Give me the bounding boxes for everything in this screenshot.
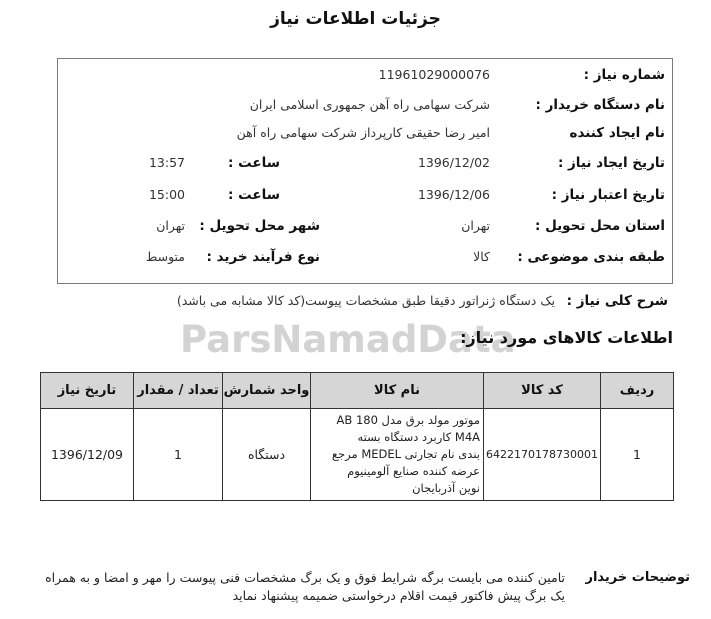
detail-row-buyer-org <box>58 95 672 115</box>
page-title: جزئیات اطلاعات نیاز <box>270 9 441 29</box>
cell-name: موتور مولد برق مدل AB 180 M4A کاربرد دستگاه بسته بندی نام تجارتی MEDEL مرجع عرضه کننده صنایع آلومینیوم نوین آذربایجان <box>311 409 484 501</box>
cell-quantity: 1 <box>134 409 223 501</box>
description-label: شرح کلی نیاز : <box>566 293 668 309</box>
cell-date: 1396/12/09 <box>41 409 134 501</box>
creation-time-label: ساعت : <box>228 155 280 171</box>
purchase-process-label: نوع فرآیند خرید : <box>206 249 320 265</box>
watermark-text: ParsNamadData <box>180 318 516 361</box>
creation-date-label: تاریخ ایجاد نیاز : <box>557 155 665 171</box>
validity-time-label: ساعت : <box>228 187 280 203</box>
request-number-value: 11961029000076 <box>378 67 490 82</box>
delivery-city-value: تهران <box>156 218 185 233</box>
column-header-index: ردیف <box>601 373 674 409</box>
buyer-notes-text: تامین کننده می بایست برگه شرایط فوق و یک برگ مشخصات فنی پیوست را مهر و امضا و به همراه یک برگ پیش فاکتور قیمت اقلام درخواستی ضمیمه پیشنهاد نماید <box>45 570 565 603</box>
column-header-unit: واحد شمارش <box>223 373 311 409</box>
creation-time-value: 13:57 <box>148 155 185 170</box>
column-header-quantity: تعداد / مقدار <box>134 373 223 409</box>
items-table <box>40 372 674 501</box>
column-header-name: نام کالا <box>311 373 484 409</box>
detail-row-validity-date <box>58 185 672 205</box>
column-header-date: تاریخ نیاز <box>41 373 134 409</box>
buyer-org-value: شرکت سهامی راه آهن جمهوری اسلامی ایران <box>249 97 490 112</box>
validity-time-value: 15:00 <box>148 187 185 202</box>
cell-unit: دستگاه <box>223 409 311 501</box>
detail-row-creator <box>58 123 672 143</box>
validity-date-label: تاریخ اعتبار نیاز : <box>551 187 665 203</box>
cell-index: 1 <box>601 409 674 501</box>
table-header-row <box>41 373 674 409</box>
table-row <box>41 409 674 501</box>
creator-value: امیر رضا حقیقی کارپرداز شرکت سهامی راه آهن <box>236 125 490 140</box>
cell-code: 6422170178730001 <box>484 409 601 501</box>
buyer-notes-label: توضیحات خریدار <box>585 570 690 585</box>
detail-row-delivery-location <box>58 216 672 236</box>
delivery-city-label: شهر محل تحویل : <box>199 218 320 234</box>
purchase-process-value: متوسط <box>145 249 185 264</box>
creation-date-value: 1396/12/02 <box>417 155 490 170</box>
detail-row-creation-date <box>58 153 672 173</box>
buyer-org-label: نام دستگاه خریدار : <box>535 97 665 113</box>
details-box <box>57 58 673 284</box>
creator-label: نام ایجاد کننده <box>569 125 665 141</box>
column-header-code: کد کالا <box>484 373 601 409</box>
delivery-province-value: تهران <box>461 218 490 233</box>
delivery-province-label: استان محل تحویل : <box>534 218 665 234</box>
detail-row-request-number <box>58 65 672 85</box>
items-heading: اطلاعات کالاهای مورد نیاز: <box>460 328 673 347</box>
classification-label: طبقه بندی موضوعی : <box>517 249 665 265</box>
classification-value: کالا <box>473 249 490 264</box>
description-value: یک دستگاه ژنراتور دقیقا طبق مشخصات پیوست(کد کالا مشابه می باشد) <box>176 293 555 308</box>
detail-row-classification <box>58 247 672 267</box>
request-number-label: شماره نیاز : <box>583 67 665 83</box>
validity-date-value: 1396/12/06 <box>417 187 490 202</box>
